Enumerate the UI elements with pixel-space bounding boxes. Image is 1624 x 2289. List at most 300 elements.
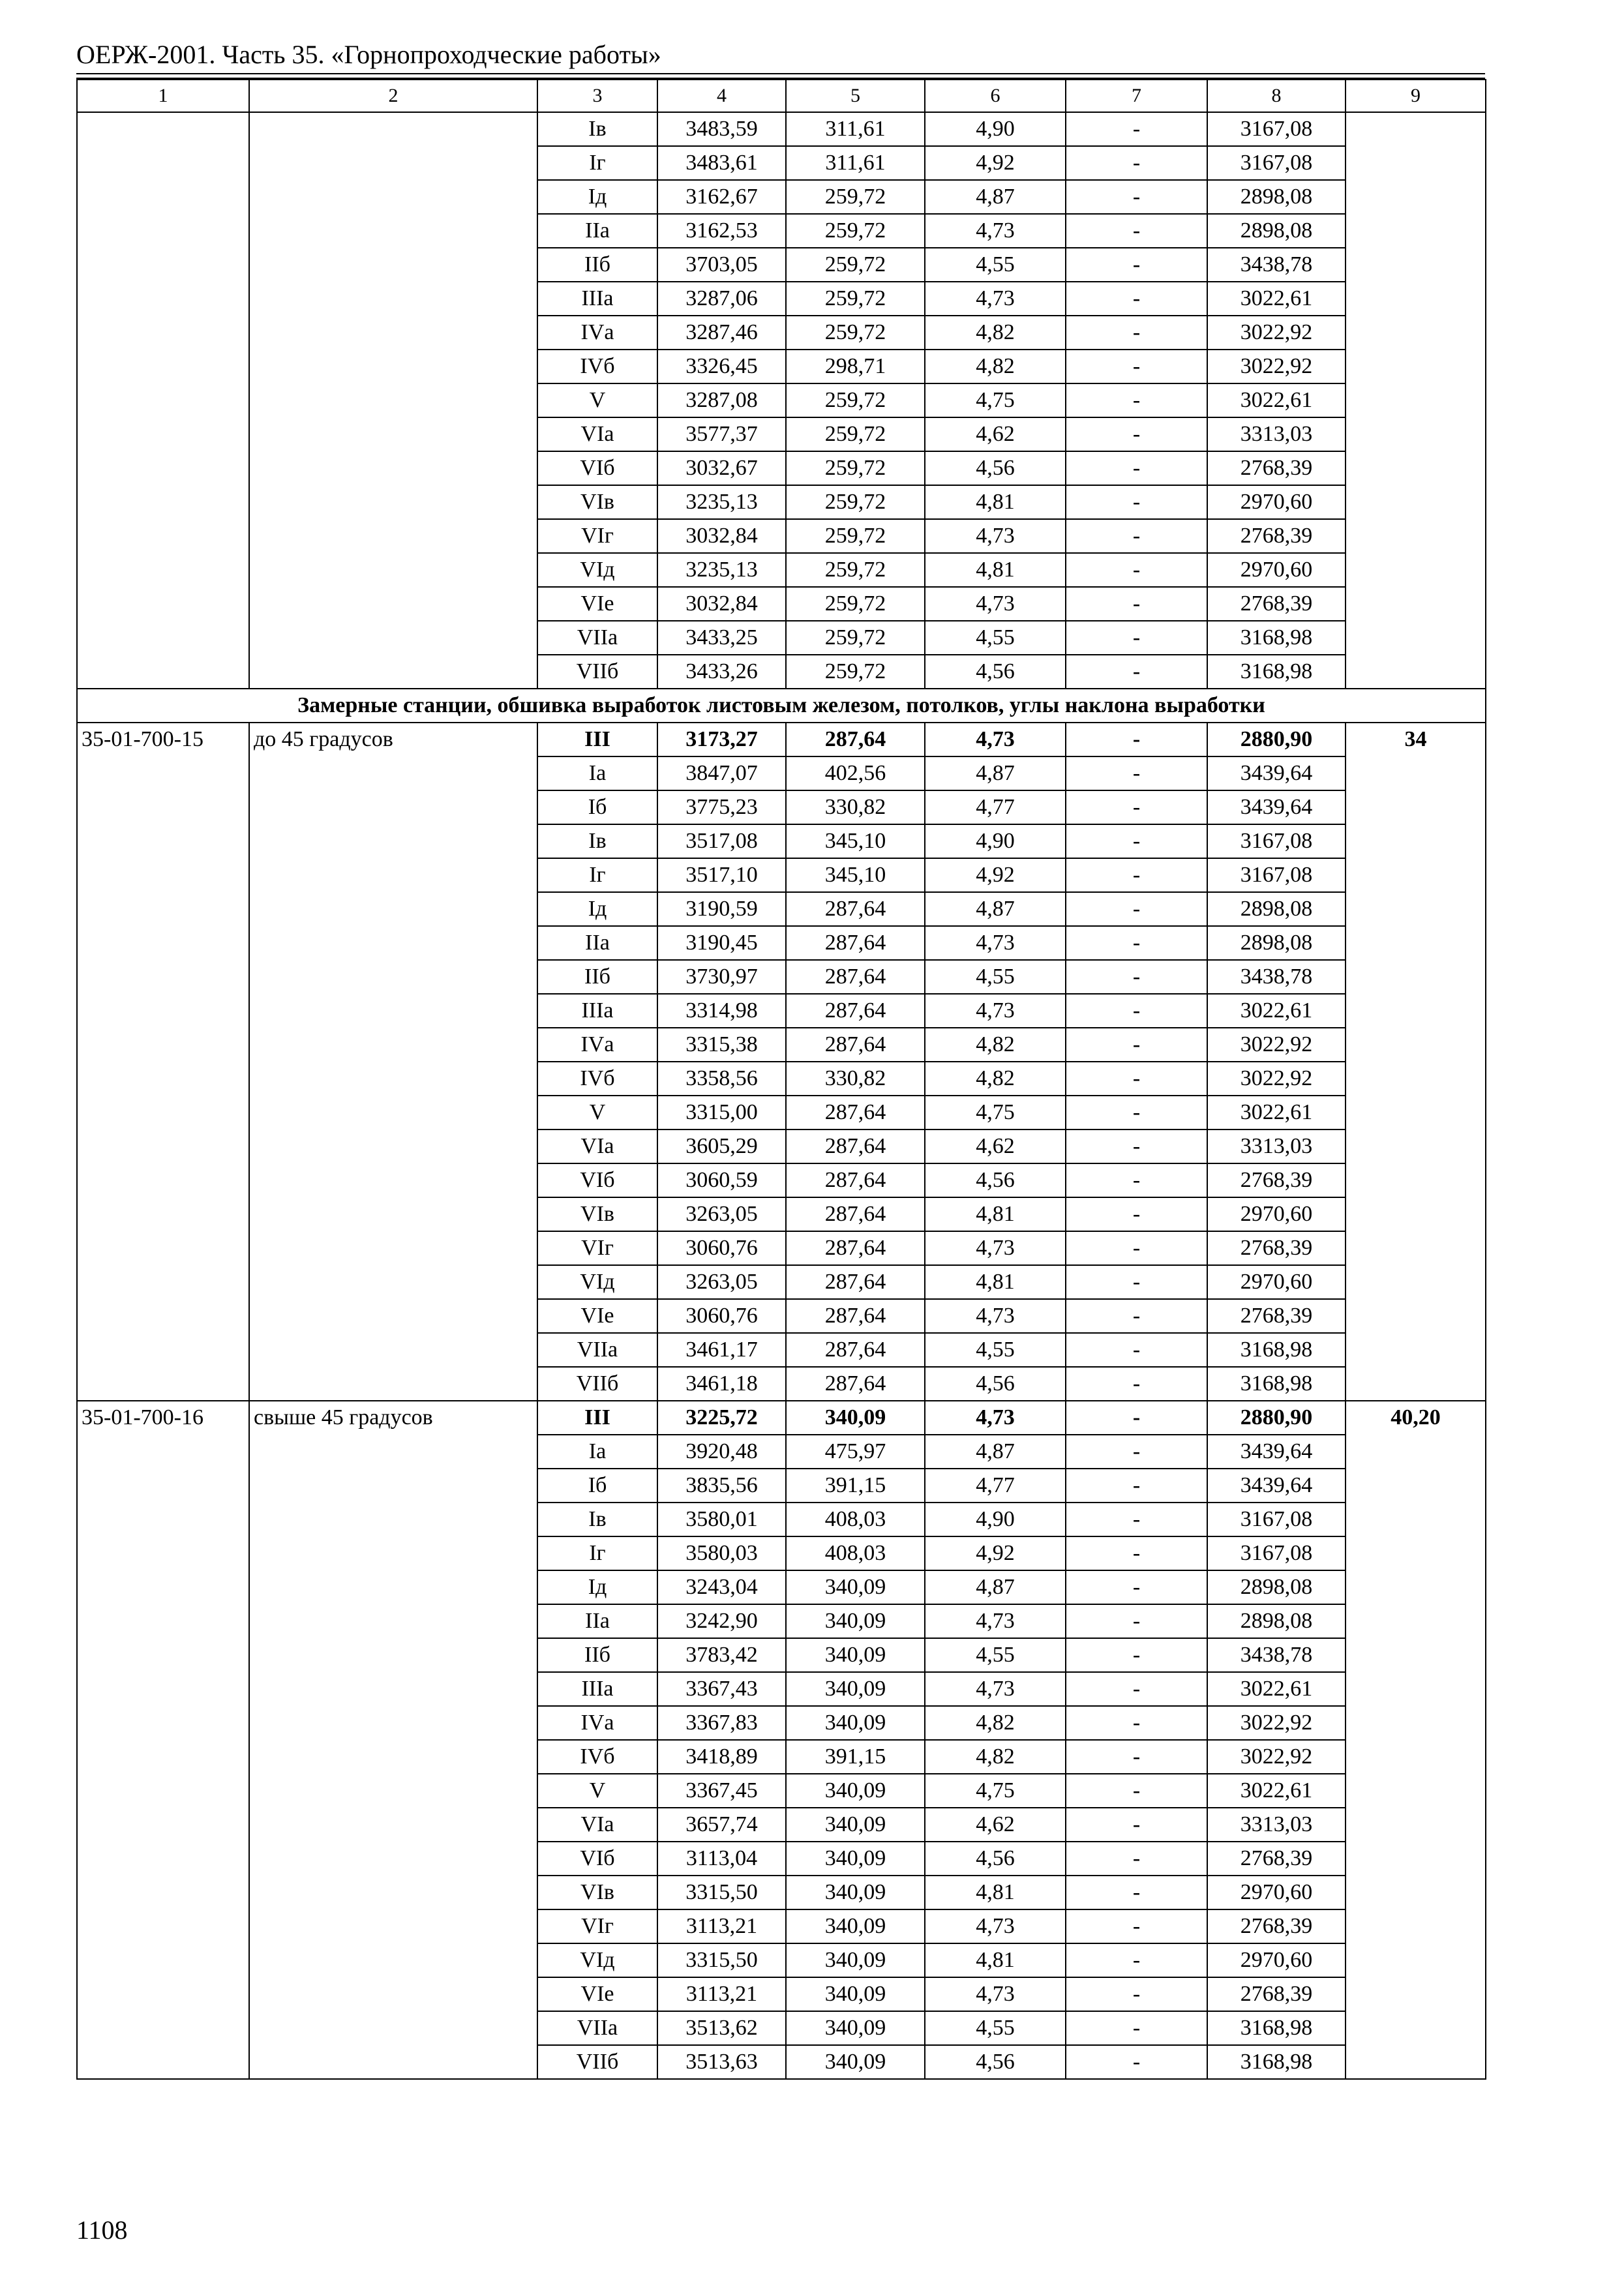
table-cell: 287,64 xyxy=(786,1096,925,1130)
table-cell: 3167,08 xyxy=(1207,1536,1346,1570)
table-cell: 340,09 xyxy=(786,1638,925,1672)
table-cell: 3168,98 xyxy=(1207,2045,1346,2079)
table-cell: - xyxy=(1066,1401,1207,1435)
item-name xyxy=(249,112,537,689)
table-cell: IVб xyxy=(537,1062,657,1096)
table-cell: VIб xyxy=(537,451,657,485)
table-cell: 4,62 xyxy=(925,1808,1066,1842)
table-cell: IIа xyxy=(537,926,657,960)
table-cell: 3287,06 xyxy=(657,282,786,316)
table-cell: 4,73 xyxy=(925,1299,1066,1333)
table-cell: 259,72 xyxy=(786,214,925,248)
table-cell: 287,64 xyxy=(786,1163,925,1197)
table-cell: 259,72 xyxy=(786,485,925,519)
table-cell: 4,90 xyxy=(925,112,1066,146)
table-cell: 340,09 xyxy=(786,1977,925,2011)
table-cell: 4,73 xyxy=(925,994,1066,1028)
table-cell: 4,56 xyxy=(925,451,1066,485)
table-cell: 4,73 xyxy=(925,587,1066,621)
table-cell: VIд xyxy=(537,1265,657,1299)
table-cell: - xyxy=(1066,180,1207,214)
table-cell: 287,64 xyxy=(786,1265,925,1299)
table-cell: 3287,08 xyxy=(657,383,786,417)
table-cell: 3235,13 xyxy=(657,553,786,587)
table-cell: - xyxy=(1066,1876,1207,1909)
table-cell: 4,87 xyxy=(925,1435,1066,1469)
table-cell: 3313,03 xyxy=(1207,417,1346,451)
table-cell: 3032,67 xyxy=(657,451,786,485)
table-cell: 287,64 xyxy=(786,1231,925,1265)
table-row xyxy=(77,1401,1486,1435)
table-cell: - xyxy=(1066,1842,1207,1876)
column-number-cell: 7 xyxy=(1066,80,1207,112)
table-cell: 3367,83 xyxy=(657,1706,786,1740)
table-cell: VIIб xyxy=(537,2045,657,2079)
page-header: ОЕРЖ-2001. Часть 35. «Горнопроходческие работы» xyxy=(76,40,661,69)
table-cell: 3190,59 xyxy=(657,892,786,926)
table-cell: IIа xyxy=(537,1604,657,1638)
table-cell: 3168,98 xyxy=(1207,2011,1346,2045)
table-cell: VIа xyxy=(537,1808,657,1842)
table-cell: 4,82 xyxy=(925,1062,1066,1096)
table-cell: 4,56 xyxy=(925,655,1066,689)
table-cell: 4,82 xyxy=(925,1740,1066,1774)
table-cell: - xyxy=(1066,960,1207,994)
table-cell: 3162,53 xyxy=(657,214,786,248)
table-cell: 2898,08 xyxy=(1207,1604,1346,1638)
table-cell: - xyxy=(1066,350,1207,383)
table-cell: 4,87 xyxy=(925,756,1066,790)
table-cell: 3577,37 xyxy=(657,417,786,451)
table-cell: VIIб xyxy=(537,1367,657,1401)
table-cell: 259,72 xyxy=(786,383,925,417)
table-cell: IVа xyxy=(537,316,657,350)
table-cell: 340,09 xyxy=(786,1774,925,1808)
item-code xyxy=(77,112,249,689)
table-cell: - xyxy=(1066,1163,1207,1197)
table-cell: 4,73 xyxy=(925,1231,1066,1265)
table-cell: 3315,50 xyxy=(657,1943,786,1977)
table-cell: IIб xyxy=(537,960,657,994)
table-cell: - xyxy=(1066,1062,1207,1096)
table-cell: - xyxy=(1066,112,1207,146)
table-cell: 2768,39 xyxy=(1207,1231,1346,1265)
table-cell: 3315,38 xyxy=(657,1028,786,1062)
table-cell: Iв xyxy=(537,112,657,146)
table-cell: VIIб xyxy=(537,655,657,689)
table-cell: Iд xyxy=(537,892,657,926)
table-cell: - xyxy=(1066,553,1207,587)
table-cell: - xyxy=(1066,1231,1207,1265)
table-cell: 2970,60 xyxy=(1207,1265,1346,1299)
table-cell: 4,56 xyxy=(925,1367,1066,1401)
table-cell: 4,55 xyxy=(925,248,1066,282)
table-cell: 3032,84 xyxy=(657,519,786,553)
table-cell: - xyxy=(1066,1299,1207,1333)
table-cell: 2768,39 xyxy=(1207,1299,1346,1333)
table-cell: - xyxy=(1066,248,1207,282)
table-cell: 259,72 xyxy=(786,282,925,316)
table-cell: 3167,08 xyxy=(1207,1503,1346,1536)
table-cell: 4,56 xyxy=(925,1163,1066,1197)
table-cell: - xyxy=(1066,1265,1207,1299)
table-cell: - xyxy=(1066,1096,1207,1130)
table-cell: - xyxy=(1066,926,1207,960)
table-cell: 259,72 xyxy=(786,180,925,214)
table-cell: 3022,61 xyxy=(1207,383,1346,417)
table-cell: - xyxy=(1066,1536,1207,1570)
table-cell: 2898,08 xyxy=(1207,180,1346,214)
table-cell: 4,73 xyxy=(925,1909,1066,1943)
table-cell: 345,10 xyxy=(786,824,925,858)
table-cell: Iг xyxy=(537,1536,657,1570)
table-cell: 2898,08 xyxy=(1207,926,1346,960)
table-cell: 3313,03 xyxy=(1207,1808,1346,1842)
table-cell: 408,03 xyxy=(786,1536,925,1570)
table-cell: 3517,08 xyxy=(657,824,786,858)
table-cell: 287,64 xyxy=(786,926,925,960)
table-cell: 3580,01 xyxy=(657,1503,786,1536)
table-cell: 4,77 xyxy=(925,1469,1066,1503)
table-cell: 4,87 xyxy=(925,180,1066,214)
table-cell: 2768,39 xyxy=(1207,1163,1346,1197)
table-cell: 330,82 xyxy=(786,1062,925,1096)
table-cell: 3113,21 xyxy=(657,1909,786,1943)
item-code: 35-01-700-16 xyxy=(77,1401,249,2079)
table-cell: 259,72 xyxy=(786,248,925,282)
table-cell: 259,72 xyxy=(786,417,925,451)
table-row xyxy=(77,112,1486,146)
table-cell: 259,72 xyxy=(786,621,925,655)
table-cell: 4,77 xyxy=(925,790,1066,824)
table-cell: IIIа xyxy=(537,994,657,1028)
column-number-cell: 1 xyxy=(77,80,249,112)
table-cell: 340,09 xyxy=(786,1808,925,1842)
table-cell: - xyxy=(1066,1570,1207,1604)
table-cell: - xyxy=(1066,994,1207,1028)
table-cell: 2880,90 xyxy=(1207,723,1346,756)
table-cell: 4,73 xyxy=(925,1977,1066,2011)
table-cell: VIв xyxy=(537,1876,657,1909)
table-cell: 3439,64 xyxy=(1207,1435,1346,1469)
table-body xyxy=(77,80,1486,2079)
table-cell: 340,09 xyxy=(786,1570,925,1604)
table-cell: 2768,39 xyxy=(1207,1977,1346,2011)
table-cell: - xyxy=(1066,214,1207,248)
column-number-cell: 6 xyxy=(925,80,1066,112)
table-cell: Iд xyxy=(537,1570,657,1604)
table-cell: 3113,21 xyxy=(657,1977,786,2011)
table-cell: 311,61 xyxy=(786,146,925,180)
table-cell: 4,73 xyxy=(925,519,1066,553)
table-cell: 391,15 xyxy=(786,1469,925,1503)
table-cell: V xyxy=(537,1096,657,1130)
table-cell: 2970,60 xyxy=(1207,553,1346,587)
table-cell: 2768,39 xyxy=(1207,451,1346,485)
table-cell: 340,09 xyxy=(786,1672,925,1706)
table-cell: 3703,05 xyxy=(657,248,786,282)
table-cell: VIе xyxy=(537,1299,657,1333)
table-cell: 3438,78 xyxy=(1207,248,1346,282)
table-cell: VIб xyxy=(537,1163,657,1197)
table-cell: 2970,60 xyxy=(1207,1197,1346,1231)
table-cell: 2768,39 xyxy=(1207,587,1346,621)
table-cell: 4,55 xyxy=(925,1333,1066,1367)
table-cell: 4,75 xyxy=(925,1774,1066,1808)
table-cell: VIд xyxy=(537,553,657,587)
table-cell: - xyxy=(1066,1604,1207,1638)
table-cell: 287,64 xyxy=(786,1197,925,1231)
table-cell: Iб xyxy=(537,790,657,824)
table-cell: - xyxy=(1066,485,1207,519)
table-cell: 3022,92 xyxy=(1207,316,1346,350)
table-cell: 4,62 xyxy=(925,417,1066,451)
table-cell: 4,73 xyxy=(925,214,1066,248)
column-number-row xyxy=(77,80,1486,112)
table-cell: 3162,67 xyxy=(657,180,786,214)
table-cell: - xyxy=(1066,519,1207,553)
table-cell: 4,92 xyxy=(925,1536,1066,1570)
table-cell: 4,56 xyxy=(925,1842,1066,1876)
table-cell: 3517,10 xyxy=(657,858,786,892)
table-cell: 3022,61 xyxy=(1207,1672,1346,1706)
table-cell: 4,75 xyxy=(925,1096,1066,1130)
table-cell: Iа xyxy=(537,756,657,790)
table-cell: - xyxy=(1066,1740,1207,1774)
table-cell: VIе xyxy=(537,1977,657,2011)
table-cell: 4,73 xyxy=(925,1604,1066,1638)
table-cell: 287,64 xyxy=(786,723,925,756)
table-cell: 287,64 xyxy=(786,1367,925,1401)
table-cell: - xyxy=(1066,1367,1207,1401)
item-col9-value: 40,20 xyxy=(1346,1401,1486,2079)
table-cell: - xyxy=(1066,621,1207,655)
table-cell: 2970,60 xyxy=(1207,1943,1346,1977)
column-number-cell: 4 xyxy=(657,80,786,112)
item-name: свыше 45 градусов xyxy=(249,1401,537,2079)
table-cell: VIб xyxy=(537,1842,657,1876)
table-cell: - xyxy=(1066,1774,1207,1808)
table-cell: 408,03 xyxy=(786,1503,925,1536)
table-cell: 340,09 xyxy=(786,1706,925,1740)
table-cell: 3847,07 xyxy=(657,756,786,790)
table-cell: 4,92 xyxy=(925,858,1066,892)
table-cell: 2970,60 xyxy=(1207,1876,1346,1909)
table-cell: 340,09 xyxy=(786,1401,925,1435)
table-cell: 3513,62 xyxy=(657,2011,786,2045)
table-cell: IVб xyxy=(537,350,657,383)
table-cell: 4,73 xyxy=(925,1672,1066,1706)
table-cell: 3060,59 xyxy=(657,1163,786,1197)
table-cell: VIг xyxy=(537,1909,657,1943)
table-cell: - xyxy=(1066,282,1207,316)
table-cell: 3242,90 xyxy=(657,1604,786,1638)
table-cell: 3022,92 xyxy=(1207,1706,1346,1740)
table-cell: - xyxy=(1066,451,1207,485)
table-cell: III xyxy=(537,1401,657,1435)
table-cell: - xyxy=(1066,1808,1207,1842)
table-cell: - xyxy=(1066,1130,1207,1163)
table-cell: 3060,76 xyxy=(657,1299,786,1333)
table-cell: - xyxy=(1066,2045,1207,2079)
table-cell: 2898,08 xyxy=(1207,1570,1346,1604)
table-cell: - xyxy=(1066,790,1207,824)
table-cell: V xyxy=(537,383,657,417)
table-cell: 4,82 xyxy=(925,1706,1066,1740)
table-cell: 3060,76 xyxy=(657,1231,786,1265)
item-name: до 45 градусов xyxy=(249,723,537,1401)
table-cell: VIIа xyxy=(537,2011,657,2045)
table-cell: - xyxy=(1066,1333,1207,1367)
table-cell: 3022,61 xyxy=(1207,1096,1346,1130)
table-cell: 3367,43 xyxy=(657,1672,786,1706)
table-cell: 340,09 xyxy=(786,1842,925,1876)
table-cell: 4,82 xyxy=(925,350,1066,383)
table-cell: 340,09 xyxy=(786,1876,925,1909)
table-cell: 4,87 xyxy=(925,892,1066,926)
table-cell: 3022,92 xyxy=(1207,1062,1346,1096)
table-cell: 4,92 xyxy=(925,146,1066,180)
table-cell: VIг xyxy=(537,519,657,553)
column-number-cell: 2 xyxy=(249,80,537,112)
table-cell: 4,81 xyxy=(925,1265,1066,1299)
table-cell: 259,72 xyxy=(786,519,925,553)
table-cell: IIIа xyxy=(537,282,657,316)
table-cell: 259,72 xyxy=(786,451,925,485)
table-cell: 3235,13 xyxy=(657,485,786,519)
table-cell: 2768,39 xyxy=(1207,1842,1346,1876)
table-cell: 2880,90 xyxy=(1207,1401,1346,1435)
table-cell: VIа xyxy=(537,417,657,451)
section-heading: Замерные станции, обшивка выработок листовым железом, потолков, углы наклона выработки xyxy=(77,689,1486,723)
table-cell: 3167,08 xyxy=(1207,858,1346,892)
table-cell: Iг xyxy=(537,858,657,892)
table-cell: 340,09 xyxy=(786,1604,925,1638)
column-number-cell: 5 xyxy=(786,80,925,112)
table-cell: 3022,61 xyxy=(1207,994,1346,1028)
table-cell: 4,90 xyxy=(925,1503,1066,1536)
table-cell: - xyxy=(1066,858,1207,892)
table-cell: 340,09 xyxy=(786,2045,925,2079)
table-cell: 4,55 xyxy=(925,2011,1066,2045)
table-cell: IVб xyxy=(537,1740,657,1774)
table-cell: 4,81 xyxy=(925,485,1066,519)
table-cell: 345,10 xyxy=(786,858,925,892)
column-number-cell: 9 xyxy=(1346,80,1486,112)
table-cell: 402,56 xyxy=(786,756,925,790)
table-cell: 287,64 xyxy=(786,994,925,1028)
table-cell: - xyxy=(1066,1197,1207,1231)
table-cell: 287,64 xyxy=(786,892,925,926)
table-cell: 3920,48 xyxy=(657,1435,786,1469)
table-cell: 4,90 xyxy=(925,824,1066,858)
table-cell: - xyxy=(1066,824,1207,858)
table-cell: 3439,64 xyxy=(1207,756,1346,790)
table-cell: 2898,08 xyxy=(1207,892,1346,926)
table-cell: 287,64 xyxy=(786,1333,925,1367)
table-cell: - xyxy=(1066,1503,1207,1536)
item-code: 35-01-700-15 xyxy=(77,723,249,1401)
table-cell: 3313,03 xyxy=(1207,1130,1346,1163)
table-cell: 2898,08 xyxy=(1207,214,1346,248)
table-cell: 287,64 xyxy=(786,960,925,994)
table-cell: 3730,97 xyxy=(657,960,786,994)
table-cell: 3657,74 xyxy=(657,1808,786,1842)
table-cell: - xyxy=(1066,417,1207,451)
table-cell: 3439,64 xyxy=(1207,1469,1346,1503)
table-cell: 3433,25 xyxy=(657,621,786,655)
table-cell: 259,72 xyxy=(786,553,925,587)
table-cell: 3022,92 xyxy=(1207,1740,1346,1774)
table-cell: 3022,92 xyxy=(1207,350,1346,383)
table-cell: - xyxy=(1066,892,1207,926)
table-cell: Iа xyxy=(537,1435,657,1469)
table-cell: 3580,03 xyxy=(657,1536,786,1570)
table-cell: 3168,98 xyxy=(1207,621,1346,655)
header-rule xyxy=(76,73,1485,79)
table-cell: Iв xyxy=(537,1503,657,1536)
table-cell: 4,62 xyxy=(925,1130,1066,1163)
table-cell: VIд xyxy=(537,1943,657,1977)
table-cell: - xyxy=(1066,756,1207,790)
table-cell: Iг xyxy=(537,146,657,180)
table-cell: 3439,64 xyxy=(1207,790,1346,824)
table-cell: 4,73 xyxy=(925,282,1066,316)
page-number: 1108 xyxy=(76,2215,128,2245)
table-cell: 3263,05 xyxy=(657,1265,786,1299)
table-cell: VIа xyxy=(537,1130,657,1163)
table-cell: 3022,61 xyxy=(1207,1774,1346,1808)
table-cell: 3173,27 xyxy=(657,723,786,756)
table-cell: 4,55 xyxy=(925,1638,1066,1672)
table-cell: 4,56 xyxy=(925,2045,1066,2079)
table-cell: Iд xyxy=(537,180,657,214)
table-cell: 287,64 xyxy=(786,1299,925,1333)
table-cell: 3835,56 xyxy=(657,1469,786,1503)
table-cell: 259,72 xyxy=(786,316,925,350)
table-cell: - xyxy=(1066,316,1207,350)
table-cell: 3438,78 xyxy=(1207,1638,1346,1672)
table-cell: 3263,05 xyxy=(657,1197,786,1231)
table-cell: IIа xyxy=(537,214,657,248)
table-cell: 287,64 xyxy=(786,1028,925,1062)
table-cell: 3418,89 xyxy=(657,1740,786,1774)
table-cell: VIв xyxy=(537,1197,657,1231)
table-cell: 4,81 xyxy=(925,1876,1066,1909)
table-cell: 3461,18 xyxy=(657,1367,786,1401)
table-cell: 259,72 xyxy=(786,655,925,689)
table-cell: 4,87 xyxy=(925,1570,1066,1604)
table-cell: 3167,08 xyxy=(1207,112,1346,146)
table-cell: 340,09 xyxy=(786,1943,925,1977)
table-cell: 3358,56 xyxy=(657,1062,786,1096)
table-cell: VIг xyxy=(537,1231,657,1265)
table-cell: 3168,98 xyxy=(1207,1367,1346,1401)
table-cell: 4,73 xyxy=(925,1401,1066,1435)
table-cell: 2970,60 xyxy=(1207,485,1346,519)
table-cell: 3190,45 xyxy=(657,926,786,960)
table-cell: 3022,61 xyxy=(1207,282,1346,316)
table-cell: 3775,23 xyxy=(657,790,786,824)
table-cell: Iв xyxy=(537,824,657,858)
item-col9-value xyxy=(1346,112,1486,689)
table-cell: VIIа xyxy=(537,1333,657,1367)
table-cell: - xyxy=(1066,2011,1207,2045)
table-cell: III xyxy=(537,723,657,756)
table-cell: 3315,00 xyxy=(657,1096,786,1130)
table-cell: - xyxy=(1066,1943,1207,1977)
table-cell: 3326,45 xyxy=(657,350,786,383)
